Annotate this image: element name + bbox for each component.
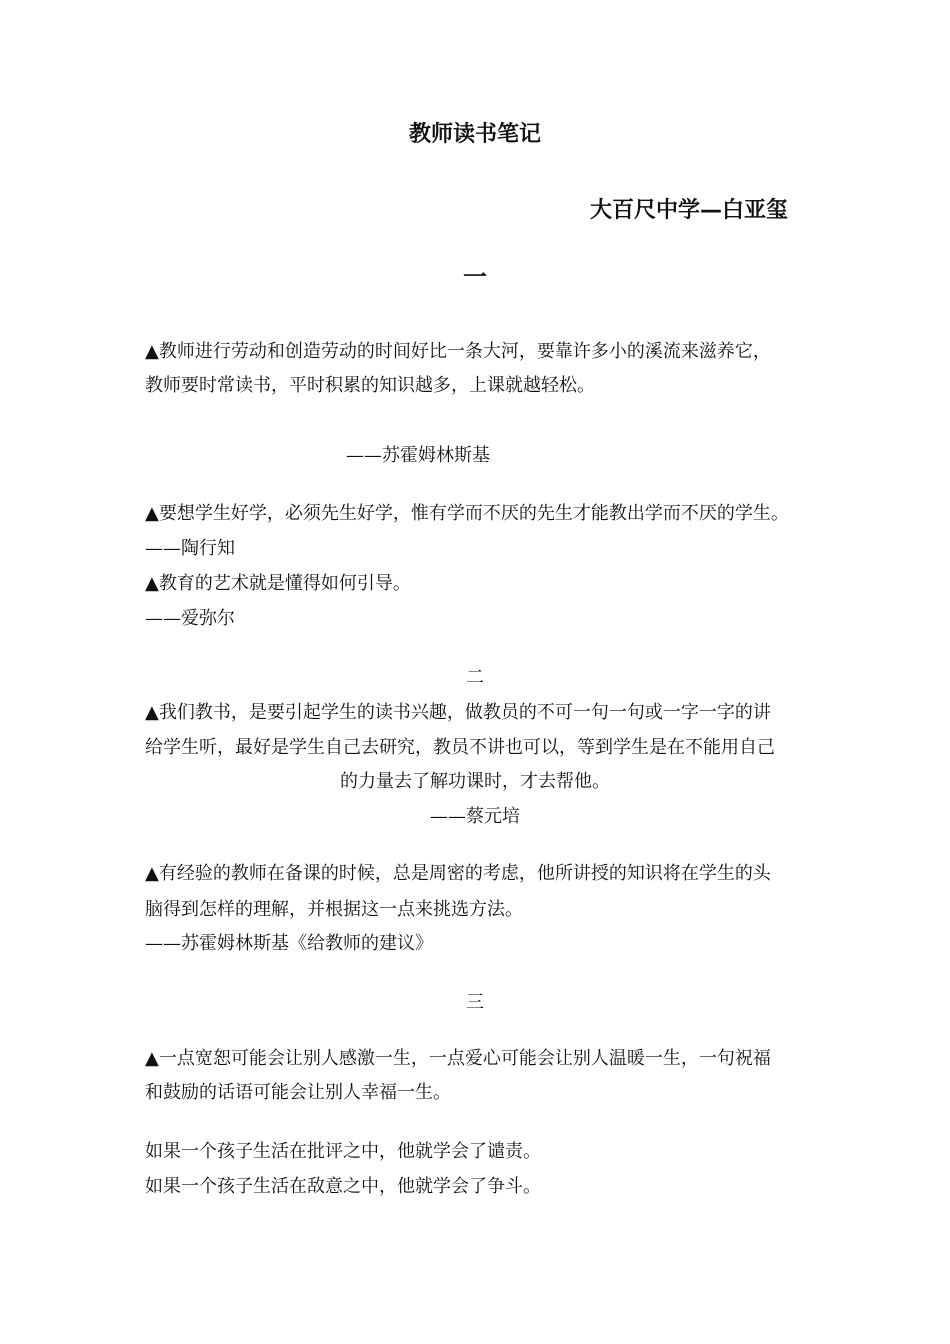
quote-4-source: ——蔡元培 [430, 806, 520, 827]
author-line: 大百尺中学—白亚玺 [590, 198, 789, 223]
quote-1-line-2: 教师要时常读书，平时积累的知识越多，上课就越轻松。 [145, 375, 595, 396]
quote-5-source: ——苏霍姆林斯基《给教师的建议》 [145, 933, 433, 954]
quote-2-source: ——陶行知 [145, 538, 235, 559]
quote-3-source: ——爱弥尔 [145, 608, 235, 629]
quote-4-line-3: 的力量去了解功课时，才去帮他。 [340, 771, 610, 792]
quote-2-line-1: ▲要想学生好学，必须先生好学，惟有学而不厌的先生才能教出学而不厌的学生。 [145, 503, 789, 524]
section-heading-2: 二 [466, 667, 484, 688]
poem-line-1: 如果一个孩子生活在批评之中，他就学会了谴责。 [145, 1141, 541, 1162]
document-title: 教师读书笔记 [408, 122, 541, 147]
quote-6-line-2: 和鼓励的话语可能会让别人幸福一生。 [145, 1082, 451, 1103]
quote-5-line-2: 脑得到怎样的理解，并根据这一点来挑选方法。 [145, 899, 523, 920]
quote-6-line-1: ▲一点宽恕可能会让别人感激一生，一点爱心可能会让别人温暖一生，一句祝福 [145, 1048, 771, 1069]
section-heading-3: 三 [466, 992, 484, 1013]
quote-4-line-1: ▲我们教书，是要引起学生的读书兴趣，做教员的不可一句一句或一字一字的讲 [145, 702, 771, 723]
quote-1-source: ——苏霍姆林斯基 [346, 445, 490, 466]
quote-3-line-1: ▲教育的艺术就是懂得如何引导。 [145, 573, 411, 594]
quote-4-line-2: 给学生听，最好是学生自己去研究，教员不讲也可以，等到学生是在不能用自己 [145, 737, 775, 758]
quote-5-line-1: ▲有经验的教师在备课的时候，总是周密的考虑，他所讲授的知识将在学生的头 [145, 863, 771, 884]
poem-line-2: 如果一个孩子生活在敌意之中，他就学会了争斗。 [145, 1176, 541, 1197]
section-heading-1: 一 [463, 263, 487, 291]
quote-1-line-1: ▲教师进行劳动和创造劳动的时间好比一条大河，要靠许多小的溪流来滋养它， [145, 341, 771, 362]
